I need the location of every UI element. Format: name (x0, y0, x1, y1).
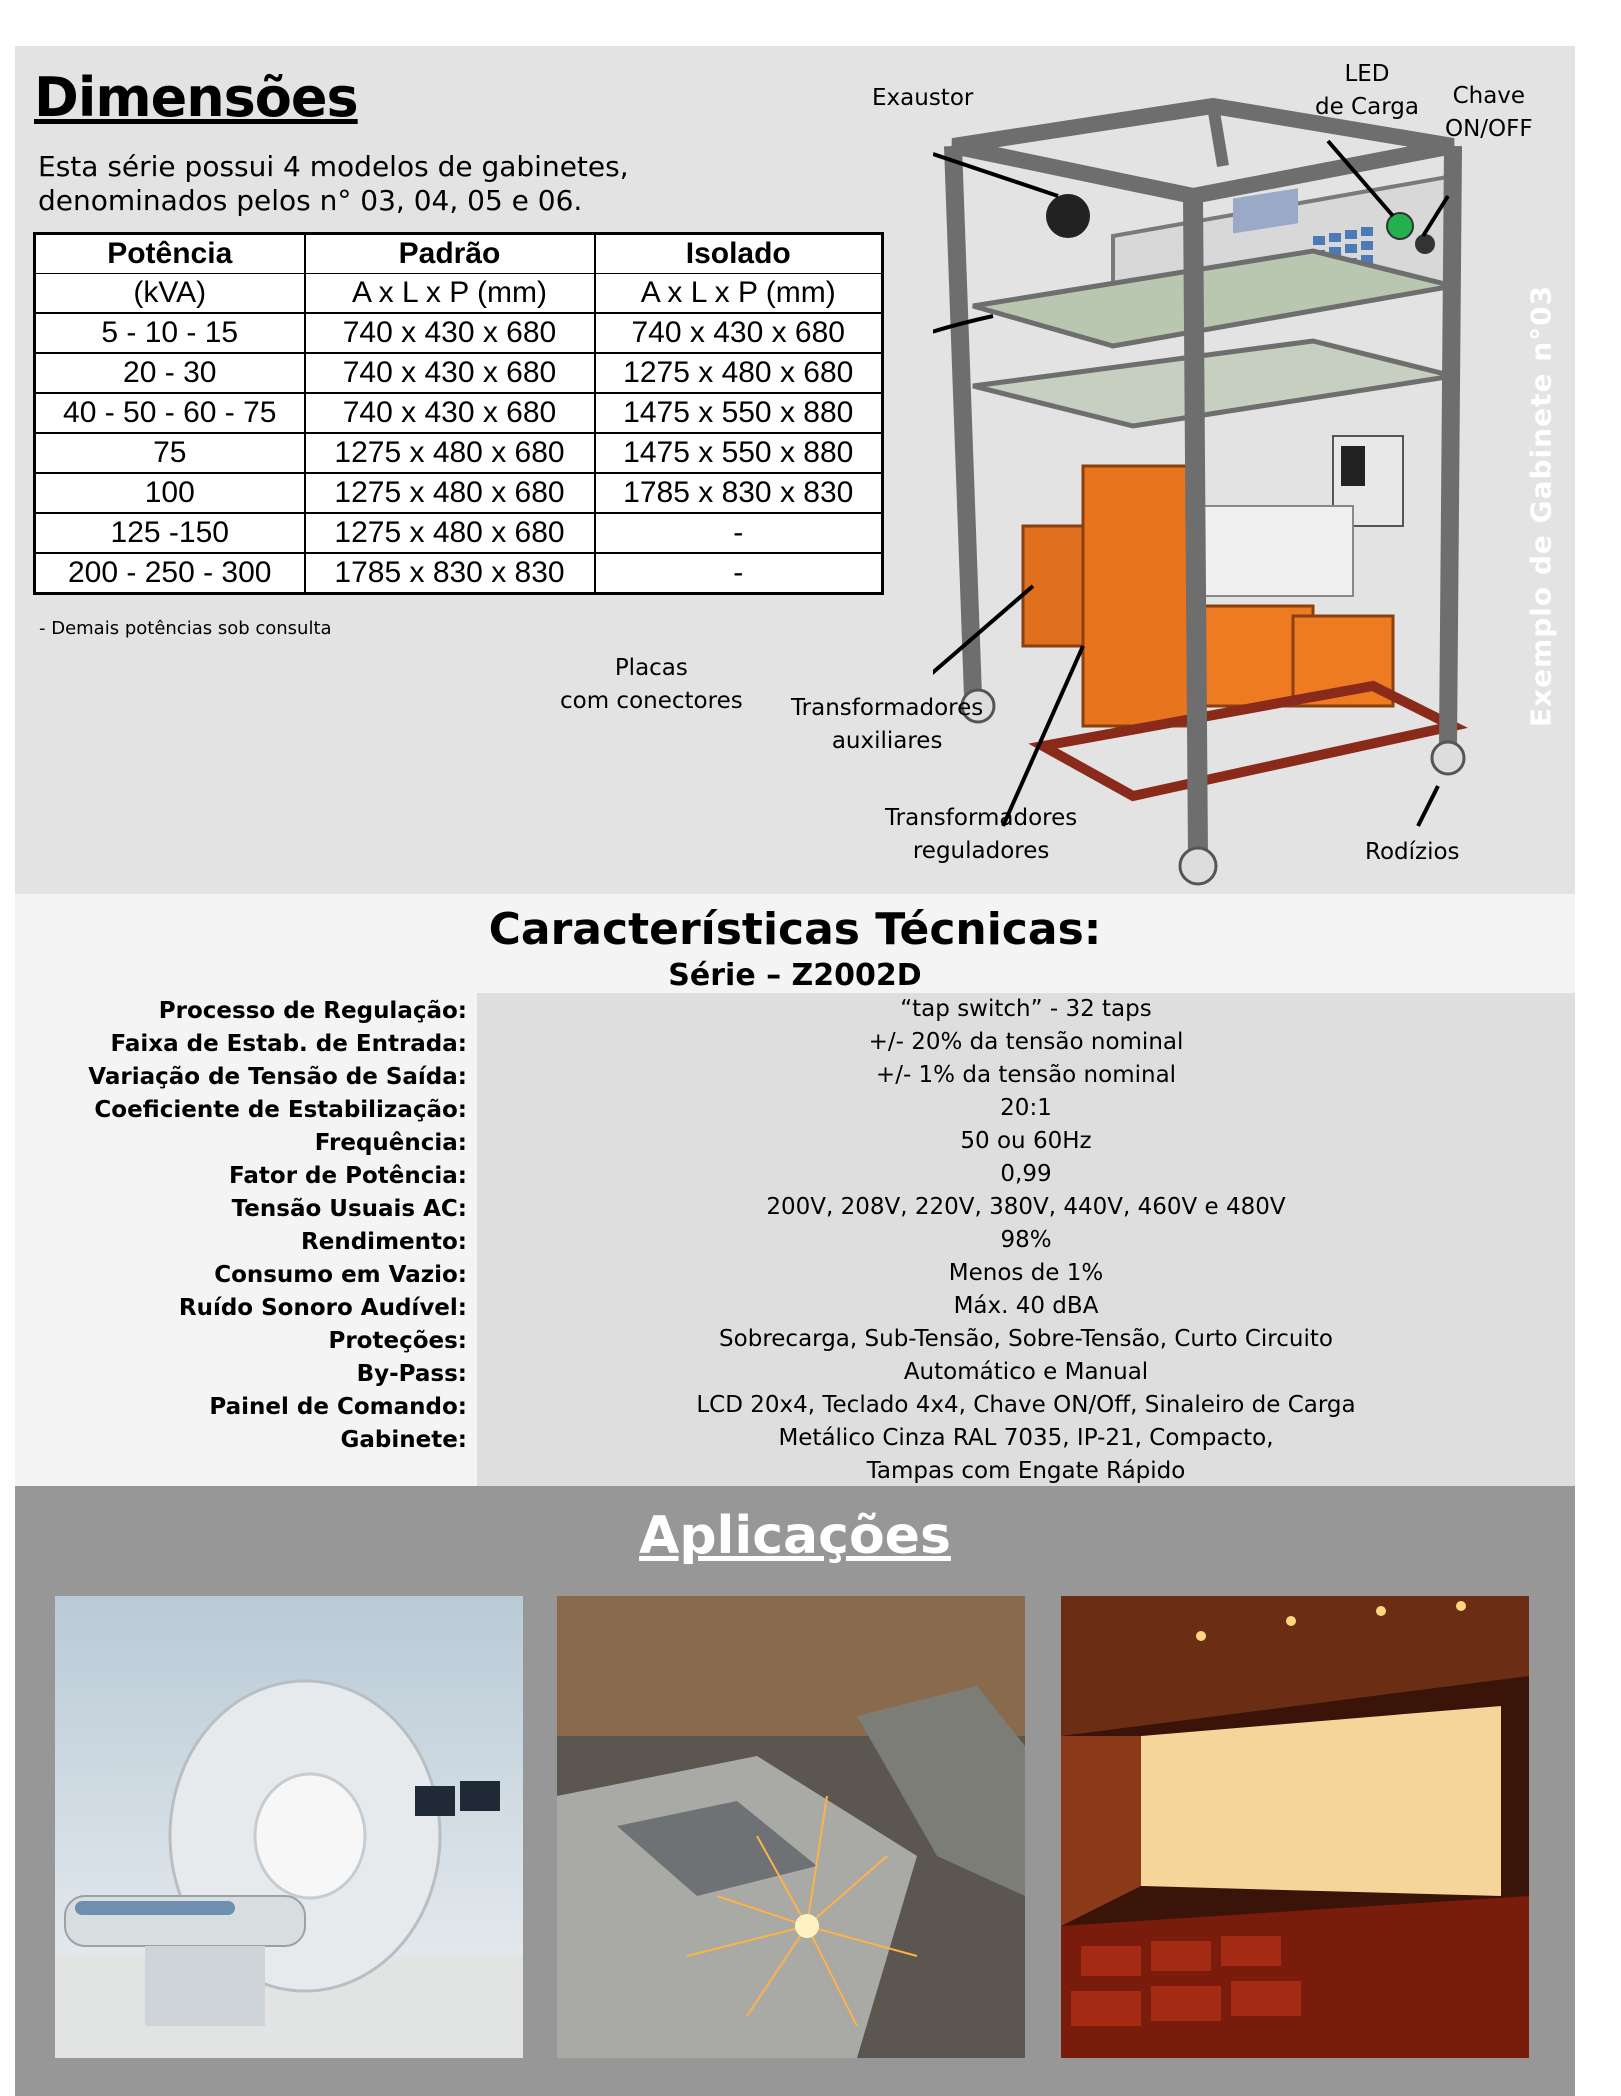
spec-label: Frequência: (314, 1129, 467, 1156)
label-led-line-1: LED (1344, 61, 1390, 87)
table-cell: 1785 x 830 x 830 (595, 473, 883, 513)
intro-line-1: Esta série possui 4 modelos de gabinetes, (38, 150, 629, 183)
spec-value: +/- 1% da tensão nominal (477, 1059, 1575, 1094)
table-cell: 1275 x 480 x 680 (305, 433, 595, 473)
table-row (35, 513, 883, 553)
spec-row (15, 1456, 1575, 1489)
table-cell: 1475 x 550 x 880 (595, 393, 883, 433)
table-note: - Demais potências sob consulta (39, 618, 332, 639)
label-chave-line-1: Chave (1452, 83, 1526, 109)
subheader-kva: (kVA) (35, 274, 305, 314)
side-label: Exemplo de Gabinete n°03 (1524, 284, 1558, 728)
spec-label: Painel de Comando: (209, 1393, 467, 1420)
label-aux-line-2: auxiliares (831, 728, 943, 754)
spec-value: 0,99 (477, 1158, 1575, 1193)
spec-label: Faixa de Estab. de Entrada: (110, 1030, 467, 1057)
tech-subtitle: Série – Z2002D (668, 958, 922, 993)
table-row (35, 353, 883, 393)
dimensions-section (15, 46, 1575, 894)
spec-label: Rendimento: (301, 1228, 467, 1255)
spec-row (15, 1159, 1575, 1192)
table-cell: 1275 x 480 x 680 (305, 473, 595, 513)
table-cell: 740 x 430 x 680 (305, 393, 595, 433)
spec-value: Sobrecarga, Sub-Tensão, Sobre-Tensão, Curto Circuito (477, 1323, 1575, 1358)
cinema-image (1061, 1596, 1529, 2058)
spec-value: 20:1 (477, 1092, 1575, 1127)
table-cell: - (595, 553, 883, 594)
applications-section (15, 1486, 1575, 2096)
page (15, 46, 1575, 2095)
table-cell: 1785 x 830 x 830 (305, 553, 595, 594)
spec-label: Variação de Tensão de Saída: (88, 1063, 467, 1090)
header-potencia: Potência (35, 234, 305, 274)
spec-row (15, 1027, 1575, 1060)
spec-label: Tensão Usuais AC: (231, 1195, 467, 1222)
spec-label: Coeficiente de Estabilização: (94, 1096, 467, 1123)
table-cell: 75 (35, 433, 305, 473)
header-padrao: Padrão (305, 234, 595, 274)
label-aux-line-1: Transformadores (791, 695, 984, 721)
header-isolado: Isolado (595, 234, 883, 274)
label-transformadores-auxiliares (791, 692, 983, 758)
subheader-isolado-unit: A x L x P (mm) (595, 274, 883, 314)
spec-value: Metálico Cinza RAL 7035, IP-21, Compacto, (477, 1422, 1575, 1457)
spec-value: 50 ou 60Hz (477, 1125, 1575, 1160)
table-row (35, 433, 883, 473)
spec-row (15, 1258, 1575, 1291)
table-row (35, 473, 883, 513)
label-chave (1445, 80, 1533, 146)
spec-label: By-Pass: (356, 1360, 467, 1387)
table-cell: 1275 x 480 x 680 (595, 353, 883, 393)
label-led-line-2: de Carga (1315, 94, 1419, 120)
spec-value: 200V, 208V, 220V, 380V, 440V, 460V e 480V (477, 1191, 1575, 1226)
spec-value: +/- 20% da tensão nominal (477, 1026, 1575, 1061)
spec-value: Menos de 1% (477, 1257, 1575, 1292)
spec-row (15, 1324, 1575, 1357)
table-row (35, 553, 883, 594)
label-reg-line-1: Transformadores (885, 805, 1078, 831)
spec-row (15, 1192, 1575, 1225)
label-exaustor: Exaustor (872, 85, 974, 111)
table-row (35, 313, 883, 353)
spec-label: Proteções: (328, 1327, 467, 1354)
cabinet-photo (933, 86, 1499, 886)
dimensions-table (33, 232, 884, 595)
table-cell: 40 - 50 - 60 - 75 (35, 393, 305, 433)
spec-label: Gabinete: (340, 1426, 467, 1453)
intro-line-2: denominados pelos n° 03, 04, 05 e 06. (38, 184, 583, 217)
table-cell: 740 x 430 x 680 (595, 313, 883, 353)
spec-value: LCD 20x4, Teclado 4x4, Chave ON/Off, Sinaleiro de Carga (477, 1389, 1575, 1424)
car-factory-image (557, 1596, 1025, 2058)
spec-value: “tap switch” - 32 taps (477, 993, 1575, 1028)
table-cell: - (595, 513, 883, 553)
spec-value: 98% (477, 1224, 1575, 1259)
label-placas-line-2: com conectores (560, 688, 743, 714)
spec-label: Consumo em Vazio: (214, 1261, 467, 1288)
table-cell: 740 x 430 x 680 (305, 313, 595, 353)
spec-row (15, 1423, 1575, 1456)
label-transformadores-reguladores (885, 802, 1077, 868)
spec-row (15, 994, 1575, 1027)
spec-value: Automático e Manual (477, 1356, 1575, 1391)
spec-row (15, 1390, 1575, 1423)
spec-row (15, 1060, 1575, 1093)
table-subheader-row (35, 274, 883, 314)
spec-row (15, 1357, 1575, 1390)
ct-scanner-image (55, 1596, 523, 2058)
spec-row (15, 1291, 1575, 1324)
table-row (35, 393, 883, 433)
label-led (1315, 58, 1419, 124)
table-cell: 1475 x 550 x 880 (595, 433, 883, 473)
label-reg-line-2: reguladores (912, 838, 1050, 864)
table-cell: 5 - 10 - 15 (35, 313, 305, 353)
label-placas-line-1: Placas (614, 655, 688, 681)
tech-title: Características Técnicas: (488, 904, 1102, 955)
subheader-padrao-unit: A x L x P (mm) (305, 274, 595, 314)
spec-value: Tampas com Engate Rápido (477, 1455, 1575, 1490)
table-cell: 100 (35, 473, 305, 513)
table-cell: 125 -150 (35, 513, 305, 553)
spec-row (15, 1093, 1575, 1126)
spec-label: Ruído Sonoro Audível: (178, 1294, 467, 1321)
label-chave-line-2: ON/OFF (1445, 116, 1533, 142)
spec-list (15, 994, 1575, 1489)
label-rodizios: Rodízios (1365, 839, 1460, 865)
spec-label: Processo de Regulação: (158, 997, 467, 1024)
table-cell: 1275 x 480 x 680 (305, 513, 595, 553)
dimensions-intro (38, 150, 658, 218)
spec-row (15, 1225, 1575, 1258)
applications-title: Aplicações (639, 1506, 951, 1566)
tech-section (15, 894, 1575, 1486)
table-cell: 740 x 430 x 680 (305, 353, 595, 393)
spec-row (15, 1126, 1575, 1159)
spec-label: Fator de Potência: (229, 1162, 467, 1189)
dimensions-title: Dimensões (34, 66, 358, 129)
spec-value: Máx. 40 dBA (477, 1290, 1575, 1325)
table-cell: 200 - 250 - 300 (35, 553, 305, 594)
label-placas (560, 652, 743, 718)
table-header-row (35, 234, 883, 274)
table-cell: 20 - 30 (35, 353, 305, 393)
